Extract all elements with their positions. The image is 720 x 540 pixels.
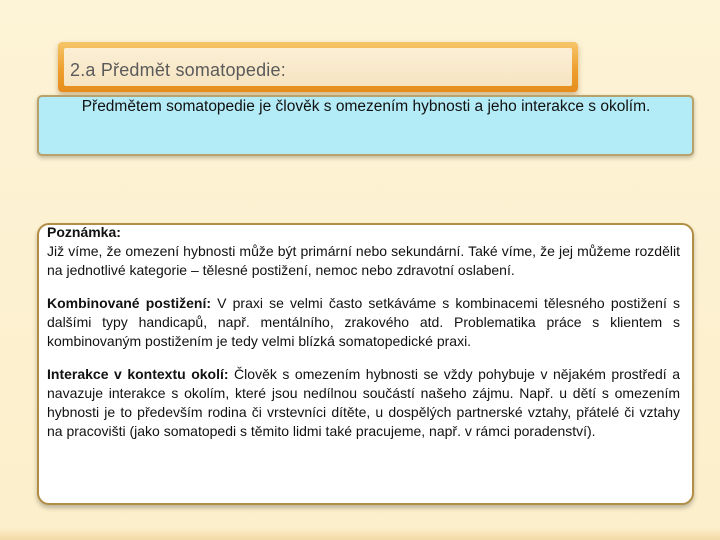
- note-text: Již víme, že omezení hybnosti může být primární nebo sekundární. Také víme, že jej můžeme rozdělit na jednotlivé kategorie – tělesné postižení, nemoc nebo zdravotní oslabení.: [47, 243, 680, 278]
- note-paragraph: [47, 223, 680, 280]
- combined-text: V praxi se velmi často setkáváme s kombinacemi tělesného postižení s dalšími typy handicapů, např. mentálního, zrakového atd. Problematika práce s klientem s kombinovaným postižením je tedy velmi blízká somatopedické praxi.: [47, 295, 680, 349]
- combined-paragraph: [47, 294, 680, 351]
- interaction-paragraph: [47, 365, 680, 441]
- combined-label: Kombinované postižení:: [47, 295, 212, 311]
- interaction-text: Člověk s omezením hybnosti se vždy pohybuje v nějakém prostředí a navazuje interakce s okolím, které jsou nedílnou součástí našeho zájmu. Např. u dětí s omezením hybnosti je to především rodina či vrstevníci dítěte, u dospělých partnerské vztahy, přátelé či vztahy na pracovišti (jako somatopedi s těmito lidmi také pracujeme, např. v rámci poradenství).: [47, 366, 680, 439]
- bottom-edge: [0, 528, 720, 540]
- definition-text: Předmětem somatopedie je člověk s omezením hybnosti a jeho interakce s okolím.: [81, 98, 651, 115]
- interaction-label: Interakce v kontextu okolí:: [47, 366, 229, 382]
- notes-content: [47, 223, 680, 455]
- slide-title: 2.a Předmět somatopedie:: [70, 60, 286, 80]
- note-heading: Poznámka:: [47, 224, 121, 240]
